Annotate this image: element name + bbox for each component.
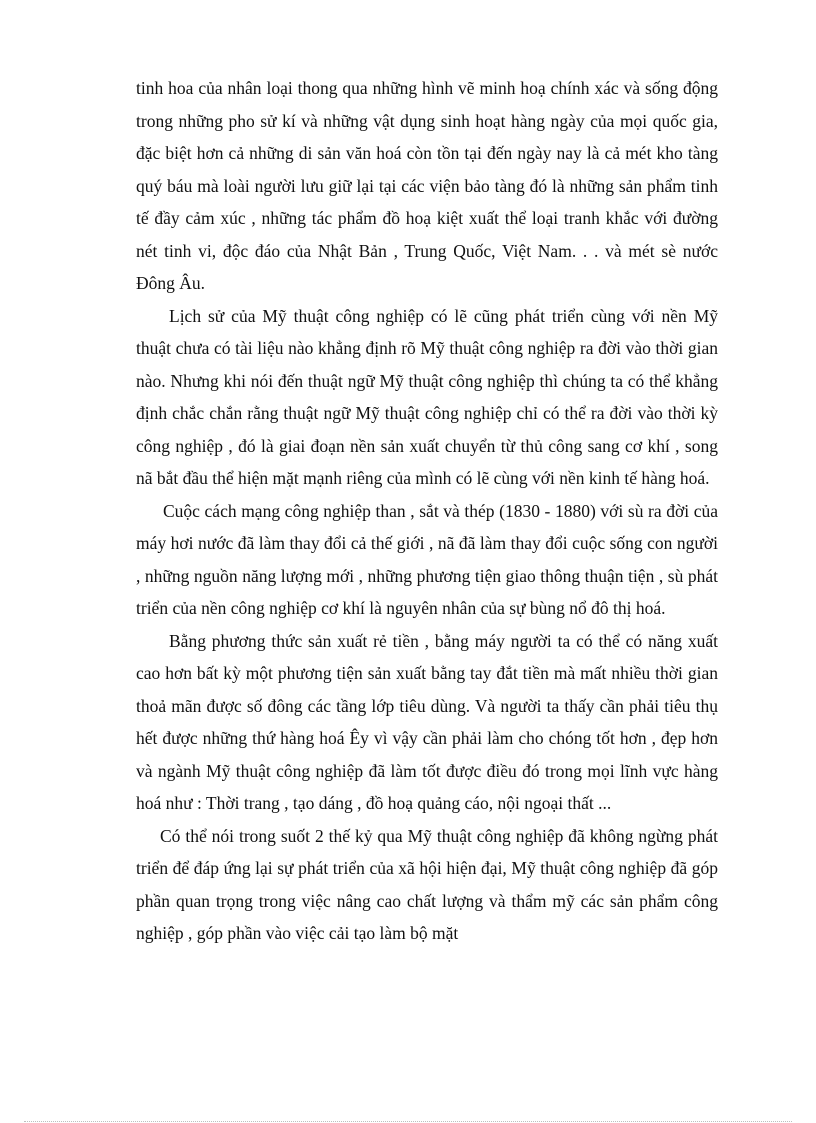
paragraph-two-centuries: Có thể nói trong suốt 2 thế kỷ qua Mỹ thuật công nghiệp đã không ngừng phát triển để đáp ứng lại sự phát triển của xã hội hiện đại, Mỹ thuật công nghiệp đã góp phần quan trọng trong việc nâng cao chất lượng và thẩm mỹ các sản phẩm công nghiệp , góp phần vào việc cải tạo làm bộ mặt xyxy=(136,825,718,943)
body-text xyxy=(136,72,718,950)
paragraph-history: Lịch sử của Mỹ thuật công nghiệp có lẽ cũng phát triển cùng với nền Mỹ thuật chưa có tài liệu nào khẳng định rõ Mỹ thuật công nghiệp ra đời vào thời gian nào. Nhưng khi nói đến thuật ngữ Mỹ thuật công nghiệp thì chúng ta có thể khẳng định chắc chắn rằng thuật ngữ Mỹ thuật công nghiệp chỉ có thể ra đời vào thời kỳ công nghiệp , đó là giai đoạn nền sản xuất chuyển từ thủ công sang cơ khí , song nã bắt đầu thể hiện mặt mạnh riêng của mình có lẽ cùng với nền kinh tế hàng hoá. xyxy=(136,305,718,488)
paragraph-continuation: tinh hoa của nhân loại thong qua những hình vẽ minh hoạ chính xác và sống động trong những pho sử kí và những vật dụng sinh hoạt hàng ngày của mọi quốc gia, đặc biệt hơn cả những di sản văn hoá còn tồn tại đến ngày nay là cả mét kho tàng quý báu mà loài người lưu giữ lại tại các viện bảo tàng đó là những sản phẩm tinh tế đầy cảm xúc , những tác phẩm đồ hoạ kiệt xuất thể loại tranh khắc với đường nét tinh vi, độc đáo của Nhật Bản , Trung Quốc, Việt Nam. . . và mét sè nước Đông Âu. xyxy=(136,78,718,293)
paragraph-mass-production: Bằng phương thức sản xuất rẻ tiền , bằng máy người ta có thể có năng xuất cao hơn bất kỳ một phương tiện sản xuất bằng tay đắt tiền mà mất nhiều thời gian thoả mãn được số đông các tầng lớp tiêu dùng. Và người ta thấy cần phải tiêu thụ hết được những thứ hàng hoá Êy vì vậy cần phải làm cho chóng tốt hơn , đẹp hơn và ngành Mỹ thuật công nghiệp đã làm tốt được điều đó trong mọi lĩnh vực hàng hoá như : Thời trang , tạo dáng , đồ hoạ quảng cáo, nội ngoại thất ... xyxy=(136,630,718,813)
page-bottom-rule xyxy=(24,1121,792,1122)
paragraph-industrial-revolution: Cuộc cách mạng công nghiệp than , sắt và thép (1830 - 1880) với sù ra đời của máy hơi nước đã làm thay đổi cả thế giới , nã đã làm thay đổi cuộc sống con người , những nguồn năng lượng mới , những phương tiện giao thông thuận tiện , sù phát triển của nền công nghiệp cơ khí là nguyên nhân của sự bùng nổ đô thị hoá. xyxy=(136,500,718,618)
